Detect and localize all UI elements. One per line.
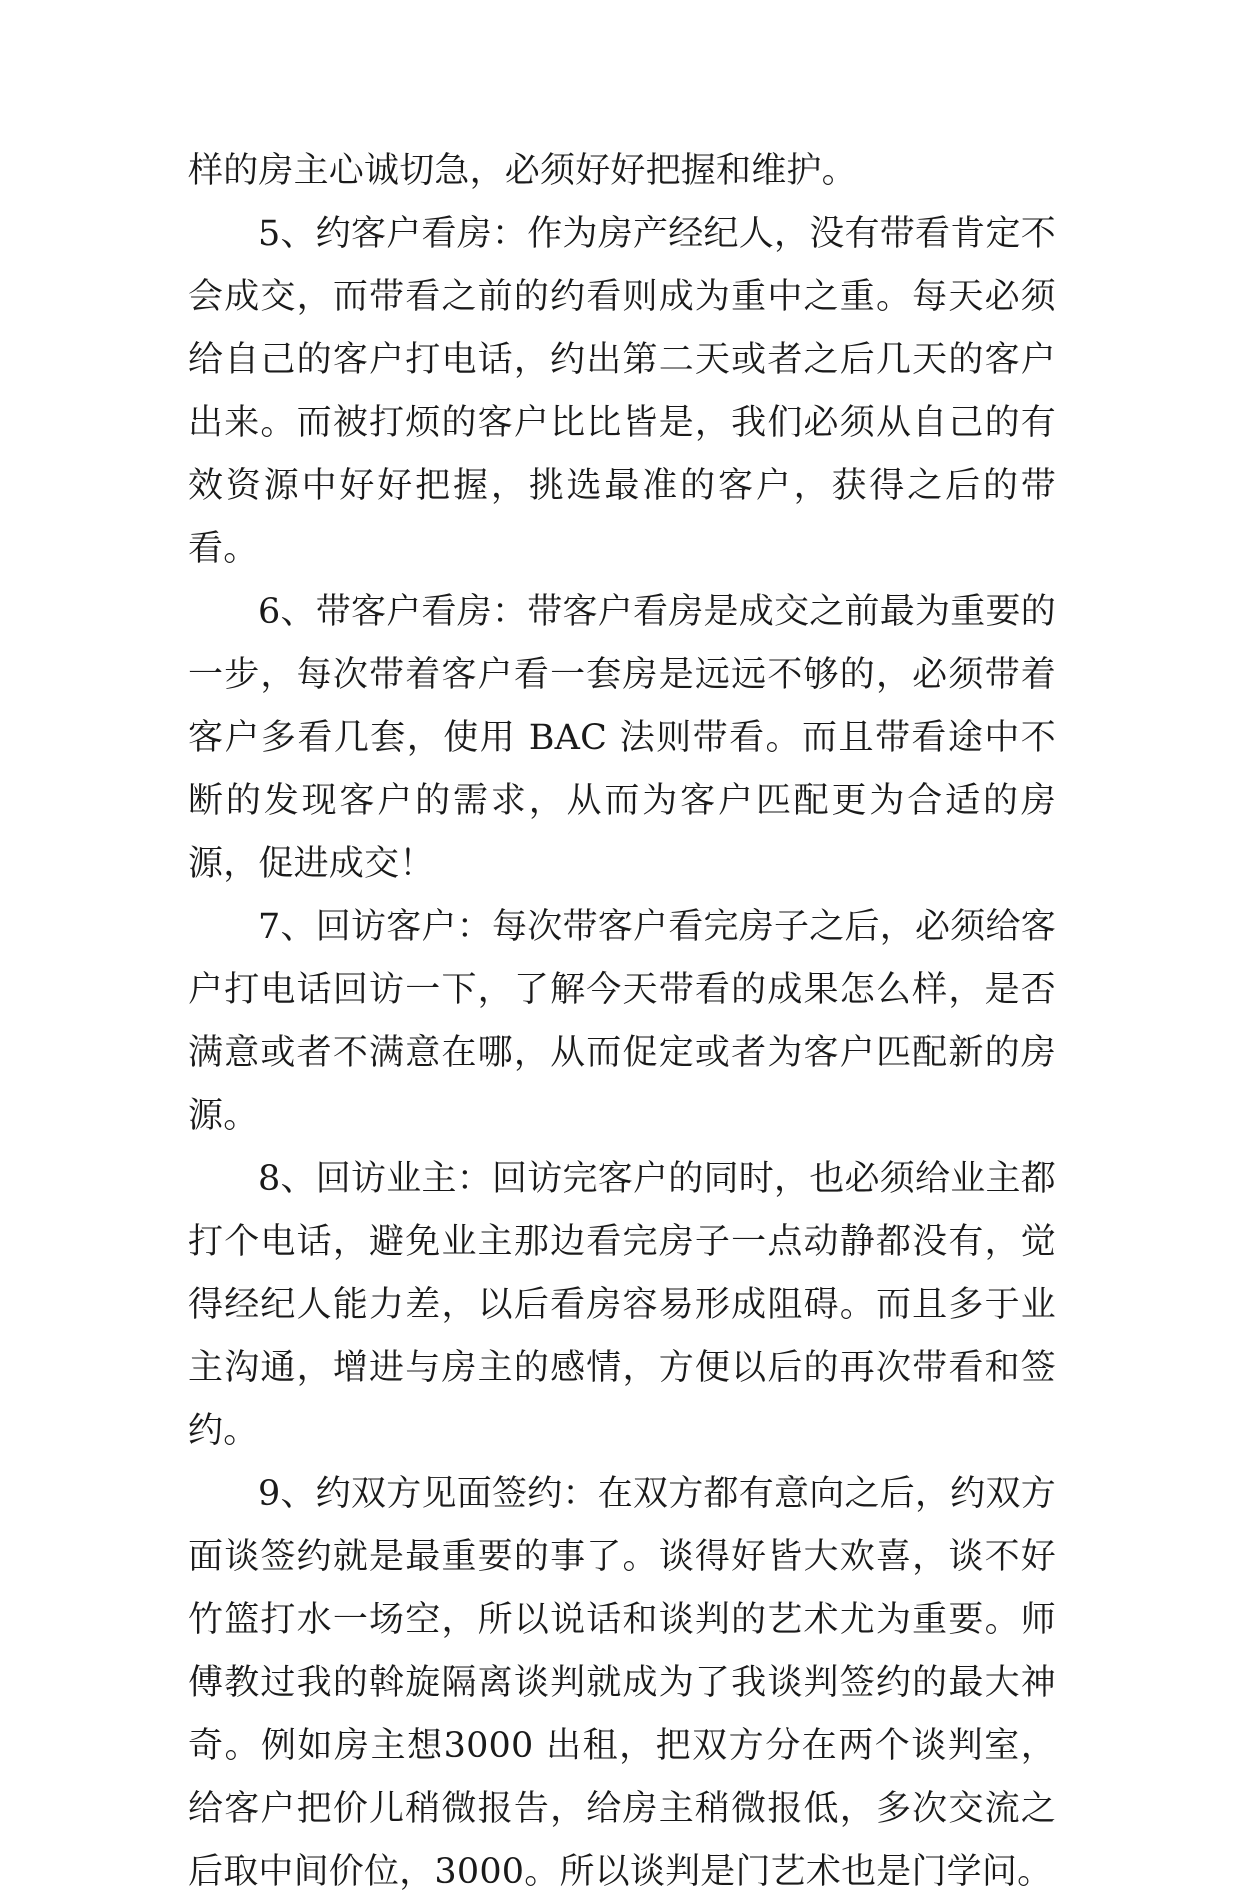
paragraph-step-7: 7、回访客户：每次带客户看完房子之后，必须给客户打电话回访一下，了解今天带看的成果怎么样，是否满意或者不满意在哪，从而促定或者为客户匹配新的房源。 [188,907,1056,1136]
document-body [188,140,1056,1904]
paragraph-step-6: 6、带客户看房：带客户看房是成交之前最为重要的一步，每次带着客户看一套房是远远不够的，必须带着客户多看几套，使用 BAC 法则带看。而且带看途中不断的发现客户的需求，从而为客户匹配更为合适的房源，促进成交！ [188,592,1056,884]
paragraph-step-9: 9、约双方见面签约：在双方都有意向之后，约双方面谈签约就是最重要的事了。谈得好皆大欢喜，谈不好竹篮打水一场空，所以说话和谈判的艺术尤为重要。师傅教过我的斡旋隔离谈判就成为了我谈判签约的最大神奇。例如房主想3000 出租，把双方分在两个谈判室，给客户把价儿稍微报告，给房主稍微报低，多次交流之后取中间价位，3000。所以谈判是门艺术也是门学问。 [188,1474,1056,1892]
paragraph-step-8: 8、回访业主：回访完客户的同时，也必须给业主都打个电话，避免业主那边看完房子一点动静都没有，觉得经纪人能力差，以后看房容易形成阻碍。而且多于业主沟通，增进与房主的感情，方便以后的再次带看和签约。 [188,1159,1056,1451]
paragraph-continuation: 样的房主心诚切急，必须好好把握和维护。 [188,151,857,191]
paragraph-step-5: 5、约客户看房：作为房产经纪人，没有带看肯定不会成交，而带看之前的约看则成为重中之重。每天必须给自己的客户打电话，约出第二天或者之后几天的客户出来。而被打烦的客户比比皆是，我们必须从自己的有效资源中好好把握，挑选最准的客户，获得之后的带看。 [188,214,1056,569]
